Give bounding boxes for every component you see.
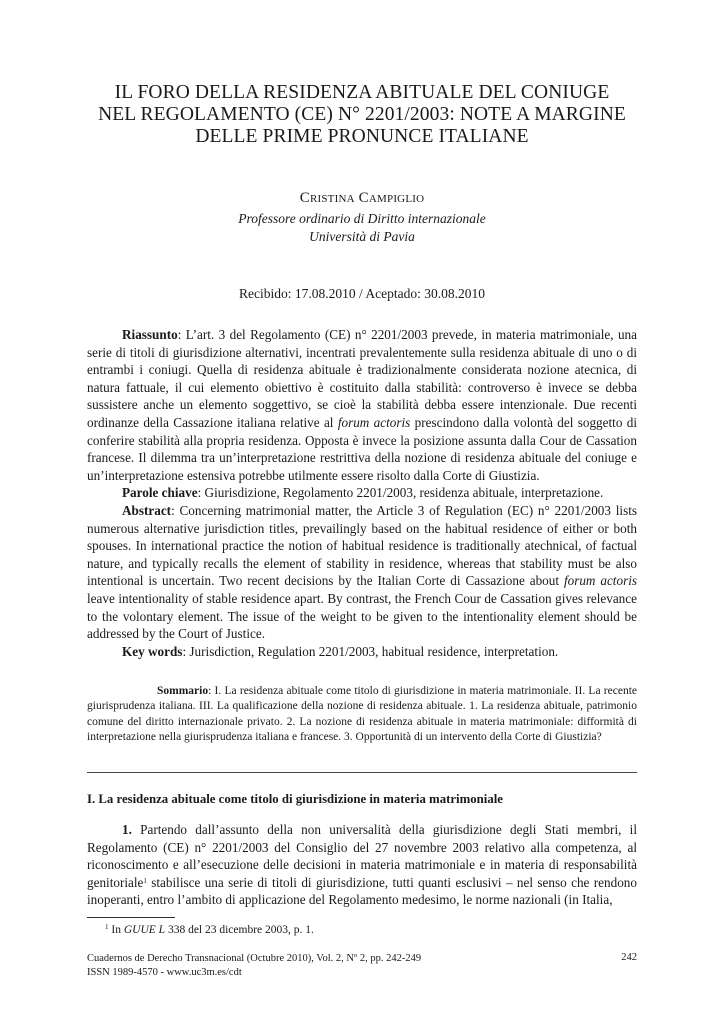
footnote-post: 338 del 23 dicembre 2003, p. 1. bbox=[165, 924, 314, 936]
key-words-paragraph bbox=[87, 643, 637, 661]
riassunto-paragraph bbox=[87, 326, 637, 484]
body-text bbox=[87, 821, 637, 909]
footnote-italic: GUUE L bbox=[123, 924, 166, 936]
footnote bbox=[105, 924, 314, 936]
sommario-block bbox=[87, 684, 637, 745]
riassunto-block bbox=[87, 326, 637, 502]
key-words-label: Key words bbox=[122, 643, 183, 659]
abstract-label: Abstract bbox=[122, 503, 172, 518]
received-accepted-dates: Recibido: 17.08.2010 / Aceptado: 30.08.2010 bbox=[239, 286, 485, 301]
abstract-text-b: leave intentionality of stable residence apart. By contrast, the French Cour de Cassation gives relevance to the volontary element. The issue of the weight to be given to the intentionality element should be addressed by the Court of Justice. bbox=[87, 590, 637, 642]
author-position: Professore ordinario di Diritto internazionale bbox=[238, 211, 486, 226]
body-paragraph bbox=[87, 821, 637, 909]
body-text-b: stabilisce una serie di titoli di giurisdizione, tutti quanti esclusivi – nel senso che rendono inoperanti, entro l’ambito di applicazione del Regolamento medesimo, le norme nazionali (in Italia, bbox=[87, 874, 637, 908]
footnote-divider bbox=[87, 917, 175, 918]
riassunto-italic: forum actoris bbox=[337, 414, 411, 430]
sommario-paragraph bbox=[87, 684, 637, 745]
article-title bbox=[87, 82, 637, 148]
sommario-text: : I. La residenza abituale come titolo di giurisdizione in materia matrimoniale. II. La recente giurisprudenza italiana. III. La qualificazione della nozione di residenza abituale. 1. La residenza abituale, patrimonio comune del diritto internazionale privato. 2. La nozione di residenza abituale in materia matrimoniale: difformità di interpretazione nella giurisprudenza italiana e francese. 3. Opportunità di un intervento della Corte di Giustizia? bbox=[87, 685, 637, 743]
page-number: 242 bbox=[621, 952, 637, 963]
author-university: Università di Pavia bbox=[309, 229, 415, 244]
footnote-pre: In bbox=[108, 924, 124, 936]
issn-line: ISSN 1989-4570 - www.uc3m.es/cdt bbox=[87, 967, 242, 978]
footnote-number: 1 bbox=[105, 923, 109, 931]
riassunto-text-b: prescindono dalla volontà del soggetto di conferire stabilità alla propria residenza. Opposta è invece la posizione assunta dalla Cour de Cassation francese. Il dilemma tra un’interpretazione restrittiva della nozione di residenza abituale del coniuge e un’interpretazione estensiva potrebbe utilmente essere risolto dalla Corte di Giustizia. bbox=[87, 414, 637, 483]
journal-citation: Cuadernos de Derecho Transnacional (Octubre 2010), Vol. 2, Nº 2, pp. 242-249 bbox=[87, 953, 422, 964]
abstract-italic: forum actoris bbox=[563, 573, 637, 589]
author-affiliation bbox=[87, 210, 637, 246]
section-heading: I. La residenza abituale come titolo di giurisdizione in materia matrimoniale bbox=[87, 792, 503, 806]
section-divider bbox=[87, 772, 637, 773]
abstract-text-a: : Concerning matrimonial matter, the Article 3 of Regulation (EC) n° 2201/2003 lists numerous alternative jurisdiction titles, prevailingly based on the habitual residence of either or both spouses. In international practice the notion of habitual residence is traditionally atechnical, of factual nature, and typically recalls the element of stability in residence, whereas that stability must be also intentional is uncertain. Two recent decisions by the Italian Corte di Cassazione about bbox=[87, 503, 637, 589]
sommario-label: Sommario bbox=[157, 685, 209, 697]
parole-chiave-text: : Giurisdizione, Regolamento 2201/2003, residenza abituale, interpretazione. bbox=[197, 485, 604, 501]
abstract-block bbox=[87, 502, 637, 660]
riassunto-label: Riassunto bbox=[122, 327, 178, 342]
page-footer bbox=[87, 952, 637, 980]
key-words-text: : Jurisdiction, Regulation 2201/2003, habitual residence, interpretation. bbox=[182, 643, 559, 659]
title-line-1: IL FORO DELLA RESIDENZA ABITUALE DEL CONIUGE bbox=[114, 82, 610, 103]
footnote-ref[interactable]: 1 bbox=[143, 876, 147, 885]
parole-chiave-label: Parole chiave bbox=[122, 485, 198, 501]
paragraph-number: 1. bbox=[122, 822, 132, 837]
parole-chiave-paragraph bbox=[87, 484, 637, 502]
body-text-a: Partendo dall’assunto della non universalità della giurisdizione degli Stati membri, il Regolamento (CE) n° 2201/2003 del Consiglio del 27 novembre 2003 relativo alla competenza, al riconoscimento e all’esecuzione delle decisioni in materia matrimoniale e in materia di responsabilità genitoriale bbox=[87, 822, 637, 890]
riassunto-text-a: : L’art. 3 del Regolamento (CE) n° 2201/2003 prevede, in materia matrimoniale, una serie di titoli di giurisdizione alternativi, incentrati prevalentemente sulla residenza abituale di uno o di entrambi i coniugi. Quella di residenza abituale è tradizionalmente considerata nozione atecnica, di natura fattuale, il cui elemento obiettivo è costituito dalla stabilità: controverso è invece se debba sussistere anche un elemento soggettivo, se cioè la stabilità debba essere intenzionale. Due recenti ordinanze della Cassazione italiana relative al bbox=[87, 327, 637, 430]
author-name: Cristina Campiglio bbox=[299, 190, 425, 206]
title-line-3: DELLE PRIME PRONUNCE ITALIANE bbox=[195, 126, 529, 147]
abstract-paragraph bbox=[87, 502, 637, 643]
title-line-2: NEL REGOLAMENTO (CE) N° 2201/2003: NOTE A MARGINE bbox=[98, 104, 626, 125]
